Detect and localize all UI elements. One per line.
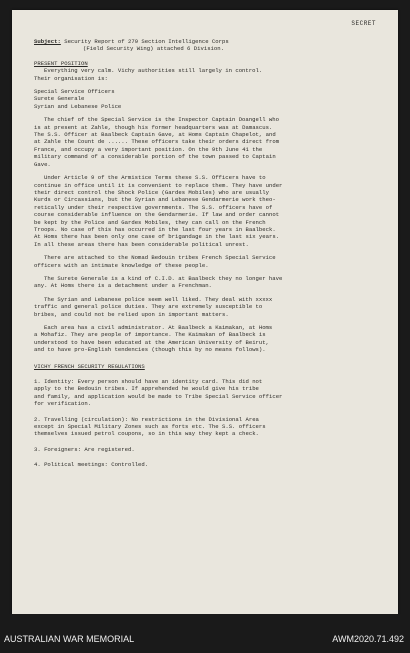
paragraph-line: The chief of the Special Service is the Inspector Captain Doangell who [44, 116, 279, 124]
paragraph-line: bribes, and could not be relied upon in important matters. [34, 310, 229, 318]
accession-number: AWM2020.71.492 [332, 634, 404, 644]
regulation-line: and family, and application would be made to Tribe Special Service officer [34, 392, 283, 400]
report-paragraphs [34, 116, 388, 353]
regulation-item [34, 446, 388, 453]
archive-footer [0, 614, 410, 653]
classification-label: SECRET [351, 20, 376, 27]
regulation-line: apply to the Bedouin tribes. If apprehended he would give his tribe [34, 385, 259, 393]
regulation-line: for verification. [34, 400, 92, 408]
paragraph-line: at Zahle the Count de ...... These officers take their orders direct from [34, 138, 280, 146]
paragraph-line: France, and occupy a very important position. On the 9th June 41 the [34, 145, 263, 153]
paragraph-line: is at present at Zahle, though his former headquarters was at Damascus. [34, 123, 273, 131]
subject-line-1: Security Report of 279 Section Intelligence Corps [64, 38, 229, 45]
paragraph-line: any. At Homs there is a detachment under a Frenchman. [34, 282, 212, 290]
paragraph-line: Kurds or Circassians, but the Syrian and Lebanese Gendarmerie work theo- [34, 196, 276, 204]
regulation-line: 2. Travelling (circulation): No restrictions in the Divisional Area [34, 415, 259, 423]
regulation-line: 1. Identity: Every person should have an identity card. This did not [34, 378, 263, 386]
institution-name: AUSTRALIAN WAR MEMORIAL [4, 634, 135, 644]
paragraph-line: understood to have been educated at the American University of Beirut, [34, 338, 269, 346]
organisation-item: Special Service Officers [34, 88, 115, 96]
paragraph-line: The Syrian and Lebanese police seem well liked. They deal with xxxxx [44, 295, 273, 303]
paragraph-line: and to have pro-English tendencies (though this by no means follows). [34, 346, 266, 354]
paragraph-line: a Mohafiz. They are people of importance. The Kaimakan of Baalbeck is [34, 331, 266, 339]
paragraph-line: course considerable influence on the Gendarmerie. If law and order cannot [34, 211, 280, 219]
paragraph-line: traffic and general police duties. They are extremely susceptible to [34, 303, 263, 311]
paragraph [34, 174, 388, 248]
regulation-line: 3. Foreigners: Are registered. [34, 445, 135, 453]
paragraph [34, 296, 388, 318]
paragraph [34, 254, 388, 269]
paragraph [34, 116, 388, 168]
regulation-item [34, 378, 388, 408]
paragraph-line: continue in office until it is convenient to replace them. They have under [34, 181, 283, 189]
present-position-intro [34, 67, 388, 82]
regulation-line: except in Special Military Zones such as forts etc. The S.S. officers [34, 423, 266, 431]
document-page [12, 10, 398, 614]
paragraph-line: The S.S. Officer at Baalbeck Captain Gave, at Homs Captain Chapelot, and [34, 131, 276, 139]
paragraph-line: At Homs there has been only one case of brigandage in the last six years. [34, 233, 280, 241]
paragraph-line: The Surete Generale is a kind of C.I.D. at Baalbeck they no longer have [44, 274, 283, 282]
regulation-item [34, 461, 388, 468]
regulations-heading: VICHY FRENCH SECURITY REGULATIONS [34, 362, 145, 370]
paragraph [34, 324, 388, 354]
subject-block [34, 38, 388, 53]
intro-line: Everything very calm. Vichy authorities still largely in control. [44, 67, 263, 75]
paragraph-line: retically under their respective governments. The S.S. officers have of [34, 203, 273, 211]
subject-line-2: (Field Security Wing) attached 6 Division. [83, 45, 224, 53]
regulations-list [34, 378, 388, 469]
paragraph-line: Each area has a civil administrator. At Baalbeck a Kaimakan, at Homs [44, 324, 273, 331]
subject-label: Subject: [34, 38, 61, 45]
paragraph-line: Troops. No case of this has occurred in the last four years in Baalbeck. [34, 225, 276, 233]
paragraph-line: In all these areas there has been considerable political unrest. [34, 240, 249, 248]
paragraph-line: military command of a considerable portion of the town passed to Captain [34, 153, 276, 161]
paragraph [34, 275, 388, 290]
paragraph-line: There are attached to the Nomad Bedouin tribes French Special Service [44, 254, 276, 262]
organisation-item: Syrian and Lebanese Police [34, 102, 122, 110]
paragraph-line: be kept by the Police and Gardes Mobiles, they can call on the French [34, 218, 266, 226]
intro-line: Their organisation is: [34, 74, 108, 82]
paragraph-line: their direct control the Shock Police (Gardes Mobiles) who are usually [34, 188, 269, 196]
regulation-line: themselves issued petrol coupons, so in this way they kept a check. [34, 430, 259, 438]
regulation-item [34, 416, 388, 438]
paragraph-line: Gave. [34, 160, 51, 168]
regulation-line: 4. Political meetings: Controlled. [34, 461, 149, 469]
organisation-list [34, 88, 388, 110]
document-body [34, 24, 388, 469]
organisation-item: Surete Generale [34, 95, 85, 103]
paragraph-line: Under Article 9 of the Armistice Terms these S.S. Officers have to [44, 174, 266, 182]
paragraph-line: officers with an intimate knowledge of these people. [34, 261, 209, 269]
present-position-heading: PRESENT POSITION [34, 59, 88, 67]
